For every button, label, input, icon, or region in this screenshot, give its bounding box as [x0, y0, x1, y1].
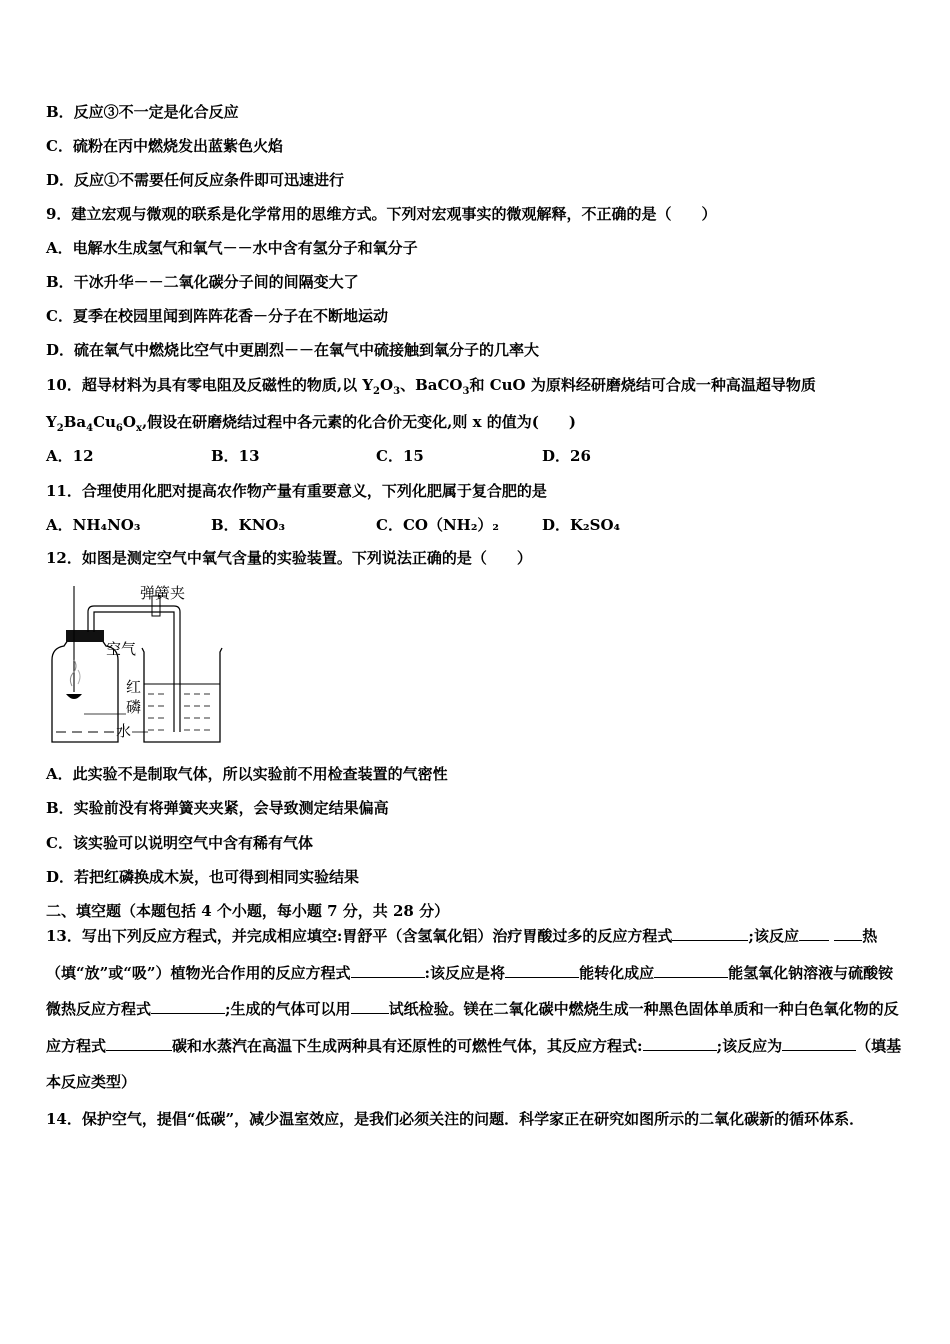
label-water: 水 [116, 722, 132, 740]
q9-option-a: A．电解水生成氢气和氧气－－水中含有氢分子和氧分子 [46, 239, 418, 257]
formula-cuo: CuO [489, 376, 526, 394]
formula-baco3: BaCO$_3$ [415, 376, 470, 397]
q12-option-c: C．该实验可以说明空气中含有稀有气体 [46, 834, 313, 852]
answer-blank[interactable] [834, 926, 862, 941]
q10-stem-part-d: 为原料经研磨烧结可合成一种高温超导物质 [525, 376, 816, 394]
answer-blank[interactable] [672, 926, 748, 941]
q10-options [46, 446, 906, 466]
q10-stem-line2 [46, 412, 576, 432]
q13-text-3: 热（填“放”或“吸”）植物光合作用的反应方程式 [46, 927, 878, 982]
answer-blank[interactable] [351, 963, 425, 978]
q10-option-a: A．12 [46, 447, 94, 465]
q13-text-4: :该反应是将 [424, 963, 506, 982]
q9-option-c: C．夏季在校园里闻到阵阵花香－分子在不断地运动 [46, 307, 388, 325]
q10-and: 和 [469, 376, 490, 394]
q13-text-7: ;生成的气体可以用 [225, 1000, 351, 1018]
answer-blank[interactable] [654, 963, 728, 978]
q13-text-1: 13．写出下列反应方程式，并完成相应填空:胃舒平（含氢氧化铝）治疗胃酸过多的反应方程式 [46, 927, 673, 945]
q10-option-b: B．13 [211, 447, 260, 465]
label-red: 红 [126, 678, 142, 696]
q10-option-c: C．15 [376, 447, 424, 465]
q9-option-d: D．硫在氧气中燃烧比空气中更剧烈－－在氧气中硫接触到氧分子的几率大 [46, 341, 540, 359]
answer-blank[interactable] [505, 963, 579, 978]
q13-paragraph [46, 918, 908, 1101]
label-clip: 弹簧夹 [140, 584, 186, 602]
answer-blank[interactable] [643, 1036, 717, 1051]
q10-separator: 、 [400, 376, 416, 394]
q8-option-d: D．反应①不需要任何反应条件即可迅速进行 [46, 171, 345, 189]
q13-text-6: 能氢氧化钠溶液与硫酸铵微热反应方程式 [46, 963, 894, 1018]
q10-stem-tail: ,假设在研磨烧结过程中各元素的化合价无变化,则 x 的值为( ) [141, 413, 576, 431]
label-phosphorus: 磷 [126, 698, 142, 716]
answer-blank[interactable] [106, 1036, 172, 1051]
formula-superconductor: $Y_2Ba_4Cu_6O_x$ [46, 413, 142, 434]
q13-text-11: （填基本反应类型） [46, 1036, 902, 1091]
q11-option-b: B．KNO₃ [211, 516, 286, 534]
q10-stem-part-a: 10．超导材料为具有零电阻及反磁性的物质,以 [46, 376, 363, 394]
answer-blank[interactable] [351, 999, 389, 1014]
label-air: 空气 [106, 640, 137, 658]
q11-options [46, 515, 906, 535]
answer-blank[interactable] [151, 999, 225, 1014]
q11-option-c: C．CO（NH₂）₂ [376, 516, 499, 534]
q13-text-10: ;该反应为 [716, 1036, 783, 1055]
q10-option-d: D．26 [542, 447, 591, 465]
section-heading: 二、填空题（本题包括 4 个小题，每小题 7 分，共 28 分） [46, 902, 450, 920]
q11-option-a: A．NH₄NO₃ [46, 516, 141, 534]
q12-stem: 12．如图是测定空气中氧气含量的实验装置。下列说法正确的是（ ） [46, 549, 532, 567]
answer-blank[interactable] [799, 926, 829, 941]
q9-stem: 9．建立宏观与微观的联系是化学常用的思维方式。下列对宏观事实的微观解释，不正确的是（ ） [46, 205, 717, 223]
q12-option-a: A．此实验不是制取气体，所以实验前不用检查装置的气密性 [46, 765, 448, 783]
q12-option-b: B．实验前没有将弹簧夹夹紧，会导致测定结果偏高 [46, 799, 389, 817]
q13-text-5: 能转化成应 [579, 963, 655, 982]
formula-y2o3: $Y_2O_3$ [362, 376, 401, 397]
q9-option-b: B．干冰升华－－二氧化碳分子间的间隔变大了 [46, 273, 359, 291]
q13-text-2: ;该反应 [748, 927, 799, 945]
q14-paragraph: 14．保护空气，提倡“低碳”，减少温室效应，是我们必须关注的问题．科学家正在研究如图所示的二氧化碳新的循环体系． [46, 1110, 865, 1128]
q12-option-d: D．若把红磷换成木炭，也可得到相同实验结果 [46, 868, 360, 886]
q10-stem-line1 [46, 375, 816, 395]
q8-option-c: C．硫粉在丙中燃烧发出蓝紫色火焰 [46, 137, 283, 155]
q8-option-b: B．反应③不一定是化合反应 [46, 103, 239, 121]
q13-text-9: 碳和水蒸汽在高温下生成两种具有还原性的可燃性气体，其反应方程式: [172, 1036, 643, 1055]
q11-option-d: D．K₂SO₄ [542, 516, 621, 534]
q11-stem: 11．合理使用化肥对提高农作物产量有重要意义，下列化肥属于复合肥的是 [46, 482, 547, 500]
q13-text-8: 试纸检验。镁在二氧化碳中燃烧生成一种黑色固体单质和一种白色氧化物的反应方程式 [46, 1000, 899, 1055]
answer-blank[interactable] [782, 1036, 856, 1051]
oxygen-experiment-figure [44, 582, 224, 746]
